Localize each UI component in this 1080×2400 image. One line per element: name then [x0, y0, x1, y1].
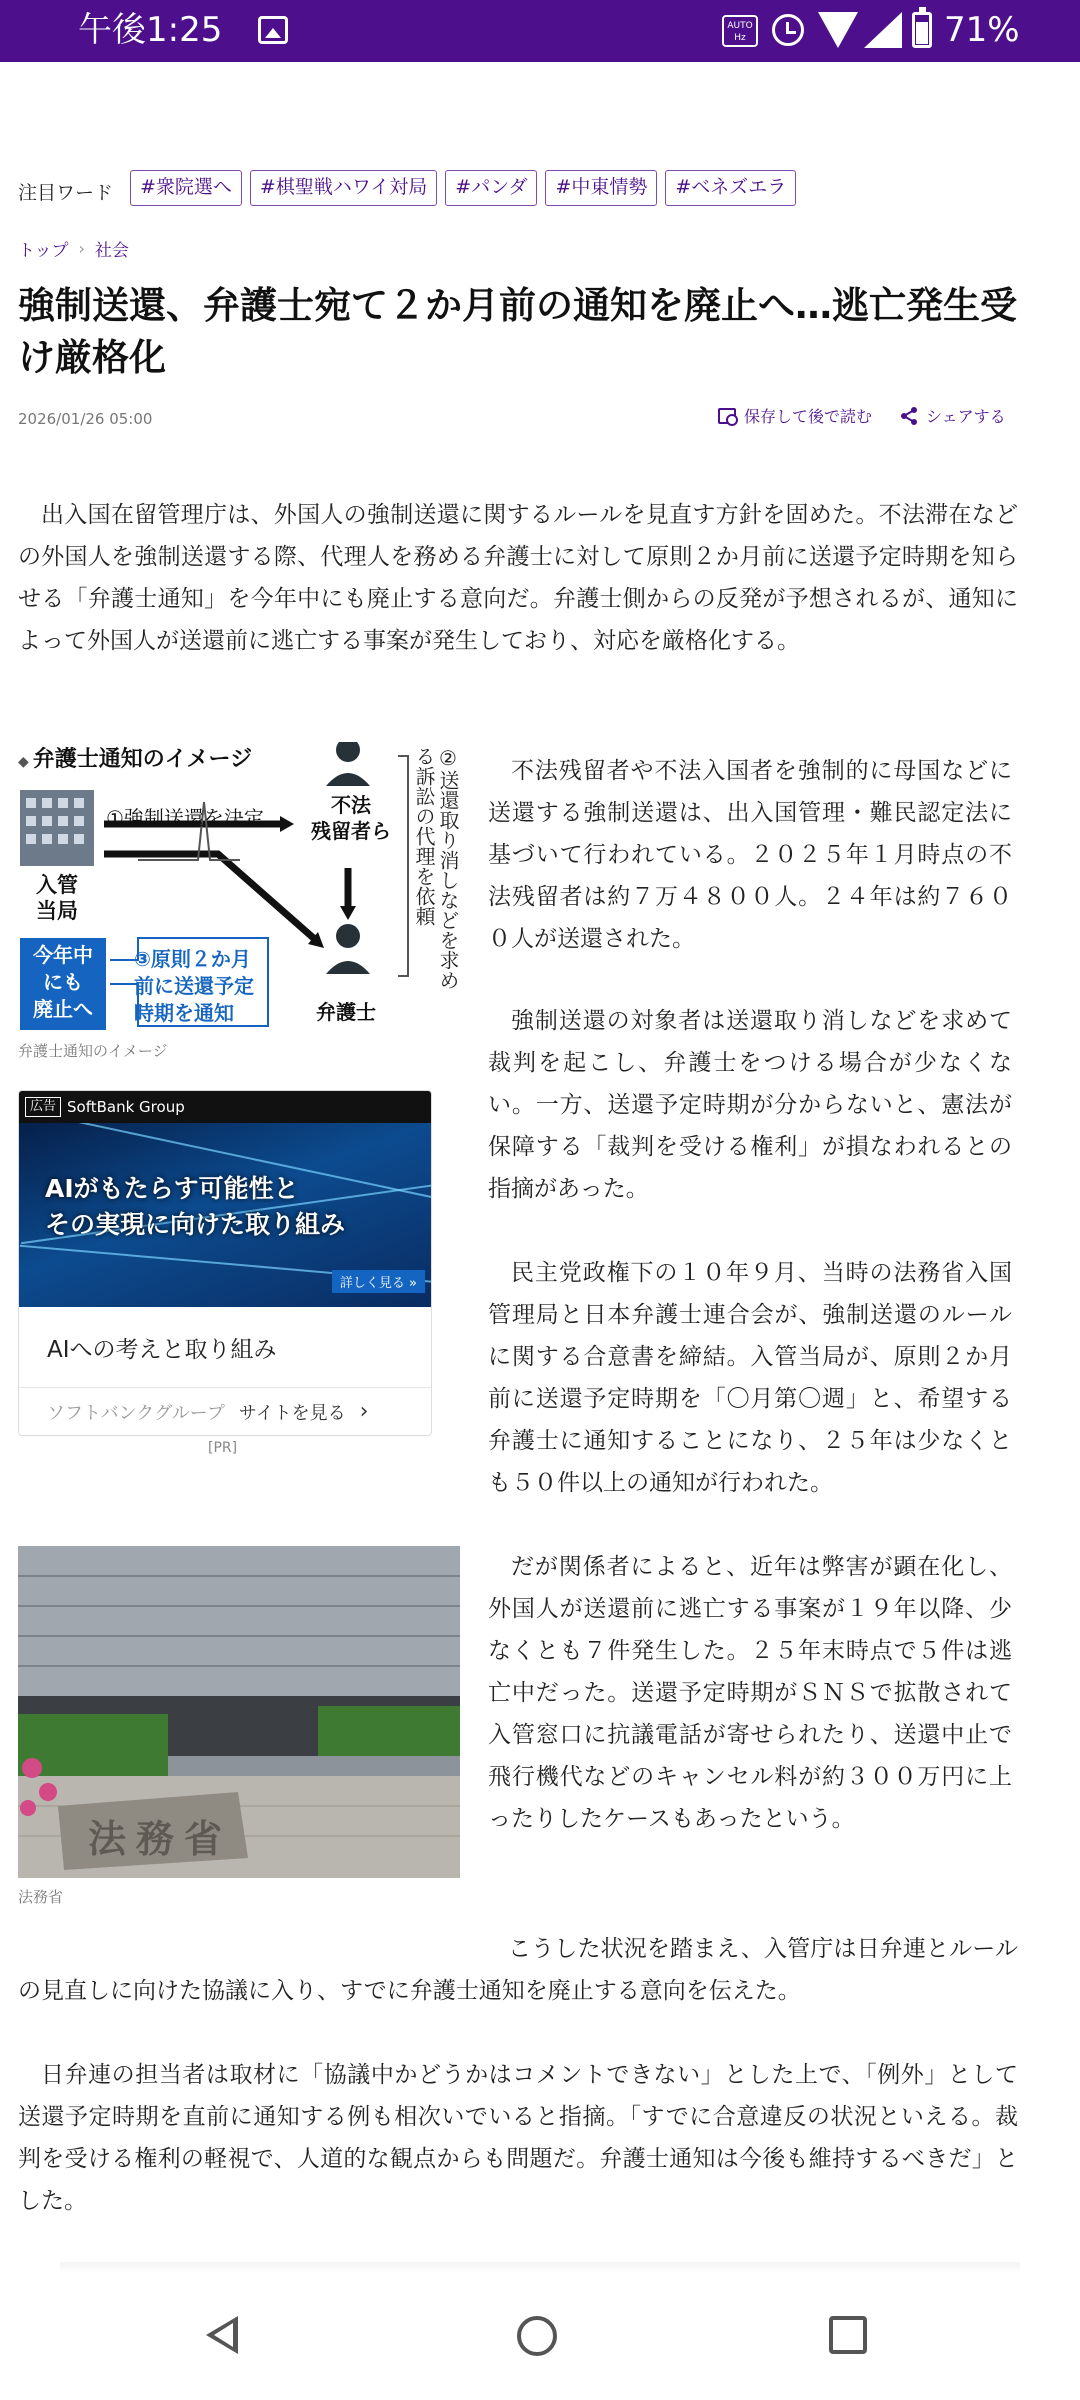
breadcrumb-category[interactable]: 社会 [94, 241, 129, 261]
ad-pr-label: [PR] [208, 1440, 238, 1456]
home-icon[interactable] [517, 2316, 557, 2356]
diagram-authority [18, 872, 96, 924]
diagram-title: ◆ 弁護士通知のイメージ [18, 742, 252, 773]
ad-card[interactable] [18, 1090, 432, 1436]
article-date: 2026/01/26 05:00 [18, 410, 153, 428]
article-paragraph: だが関係者によると、近年は弊害が顕在化し、外国人が送還前に逃亡する事案が１９年以降、少なくとも７件発生した。２５年末時点で５件は逃亡中だった。送還予定時期がＳＮＳで拡散されて入管窓口に抗議電話が寄せられたり、送還中止で飛行機代などのキャンセル料が約３００万円に上ったりしたケースもあったという。 [488, 1554, 1012, 1832]
ad-headline [45, 1171, 345, 1243]
diagram-step1: ①強制送還を決定 [106, 806, 264, 830]
photo-ministry-of-justice [18, 1546, 460, 1878]
photo-sign-text: 法務省 [88, 1817, 233, 1861]
diagram-step3-line: 前に送還予定 [134, 974, 254, 998]
image-notification-icon [258, 16, 288, 44]
trending-tag[interactable]: #中東情勢 [545, 170, 657, 206]
diagram-step3-line: 時期を通知 [134, 1001, 234, 1025]
status-time: 午後1:25 [78, 10, 223, 50]
trending-tag[interactable]: #棋聖戦ハワイ対局 [250, 170, 437, 206]
battery-icon [912, 12, 932, 48]
article-paragraph: 強制送還の対象者は送還取り消しなどを求めて裁判を起こし、弁護士をつける場合が少なくない。一方、送還予定時期が分からないと、憲法が保障する「裁判を受ける権利」が損なわれるとの指摘があった。 [488, 1008, 1012, 1202]
alarm-icon [772, 14, 804, 46]
photo-caption: 法務省 [18, 1888, 64, 1906]
save-for-later-button[interactable] [718, 404, 872, 427]
diagram-step3-line: ③原則２か月 [134, 947, 251, 971]
article-paragraph: 民主党政権下の１０年９月、当時の法務省入国管理局と日本弁護士連合会が、強制送還のルールに関する合意書を締結。入管当局が、原則２か月前に送還予定時期を「〇月第〇週」と、希望する弁護士に通知することになり、２５年は少なくとも５０件以上の通知が行われた。 [488, 1260, 1012, 1496]
diagram-abolish-line: 今年中 [33, 943, 93, 967]
battery-percent: 71% [944, 10, 1020, 50]
ad-badge: 広告 [25, 1097, 61, 1117]
ad-subtitle: AIへの考えと取り組み [47, 1337, 277, 1363]
trending-tags [130, 170, 796, 206]
auto-refresh-rate-icon: AUTO Hz [722, 15, 758, 47]
status-bar [0, 0, 1080, 62]
ad-footer [19, 1387, 431, 1435]
trending-tag[interactable]: #衆院選へ [130, 170, 242, 206]
ad-headline-line: AIがもたらす可能性と [45, 1174, 299, 1203]
article-paragraph: 出入国在留管理庁は、外国人の強制送還に関するルールを見直す方針を固めた。不法滞在などの外国人を強制送還する際、代理人を務める弁護士に対して原則２か月前に送還予定時期を知らせる「弁護士通知」を今年中にも廃止する意向だ。弁護士側からの反発が予想されるが、通知によって外国人が送還前に逃亡する事案が発生しており、対応を厳格化する。 [18, 502, 1018, 654]
ad-brand: SoftBank Group [67, 1098, 185, 1116]
article-paragraph: 不法残留者や不法入国者を強制的に母国などに送還する強制送還は、出入国管理・難民認定法に基づいて行われている。２０２５年１月時点の不法残留者は約７万４８００人。２４年は約７６００人が送還された。 [488, 758, 1012, 952]
ad-header [19, 1091, 431, 1123]
chevron-right-icon: › [359, 1399, 369, 1424]
diagram-step3 [134, 946, 254, 1027]
ad-image [19, 1123, 431, 1307]
share-button[interactable] [900, 404, 1006, 427]
breadcrumb [18, 236, 129, 261]
back-icon[interactable] [206, 2316, 238, 2354]
diagram-abolish-line: にも [43, 970, 83, 994]
ad-cta[interactable]: サイトを見る [238, 1402, 346, 1424]
ad-more-button[interactable]: 詳しく見る » [332, 1270, 425, 1293]
ad-headline-line: その実現に向けた取り組み [45, 1210, 346, 1239]
trending-tag[interactable]: #ベネズエラ [665, 170, 796, 206]
bookmark-folder-icon [718, 408, 736, 424]
recent-apps-icon[interactable] [829, 2316, 867, 2354]
ad-advertiser: ソフトバンクグループ [47, 1402, 225, 1424]
diagram-authority-line: 当局 [36, 899, 78, 923]
diagram-overstayer-line: 残留者ら [311, 819, 391, 843]
save-label: 保存して後で読む [744, 407, 873, 426]
trending-tag[interactable]: #パンダ [445, 170, 537, 206]
article-paragraph: こうした状況を踏まえ、入管庁は日弁連とルールの見直しに向けた協議に入り、すでに弁護士通知を廃止する意向を伝えた。 [18, 1936, 1018, 2004]
breadcrumb-home[interactable]: トップ [18, 241, 69, 261]
chevron-right-icon: › [78, 239, 85, 258]
share-label: シェアする [926, 407, 1006, 426]
diagram-step2: ②送還取り消しなどを求める訴訟の代理を依頼 [412, 746, 460, 990]
diagram-overstayer-line: 不法 [331, 793, 371, 817]
diagram-abolish [20, 942, 106, 1023]
diagram-authority-line: 入管 [36, 873, 78, 897]
article-paragraph: 日弁連の担当者は取材に「協議中かどうかはコメントできない」とした上で、「例外」として送還予定時期を直前に通知する例も相次いでいると指摘。「すでに合意違反の状況といえる。裁判を受ける権利の軽視で、人道的な観点からも問題だ。弁護士通知は今後も維持するべきだ」とした。 [18, 2062, 1018, 2214]
share-icon [900, 407, 918, 425]
diagram-caption: 弁護士通知のイメージ [18, 1042, 168, 1060]
system-nav-bar [0, 2272, 1080, 2400]
cell-signal-icon [864, 12, 902, 48]
diagram-abolish-line: 廃止へ [33, 997, 93, 1021]
diagram-lawyer: 弁護士 [316, 1000, 376, 1024]
wifi-icon [818, 12, 858, 48]
diagram-lawyer-notice [18, 742, 460, 1034]
trending-label: 注目ワード [18, 182, 114, 204]
diagram-overstayer [306, 792, 396, 844]
article-title: 強制送還、弁護士宛て２か月前の通知を廃止へ…逃亡発生受け厳格化 [18, 284, 1017, 379]
